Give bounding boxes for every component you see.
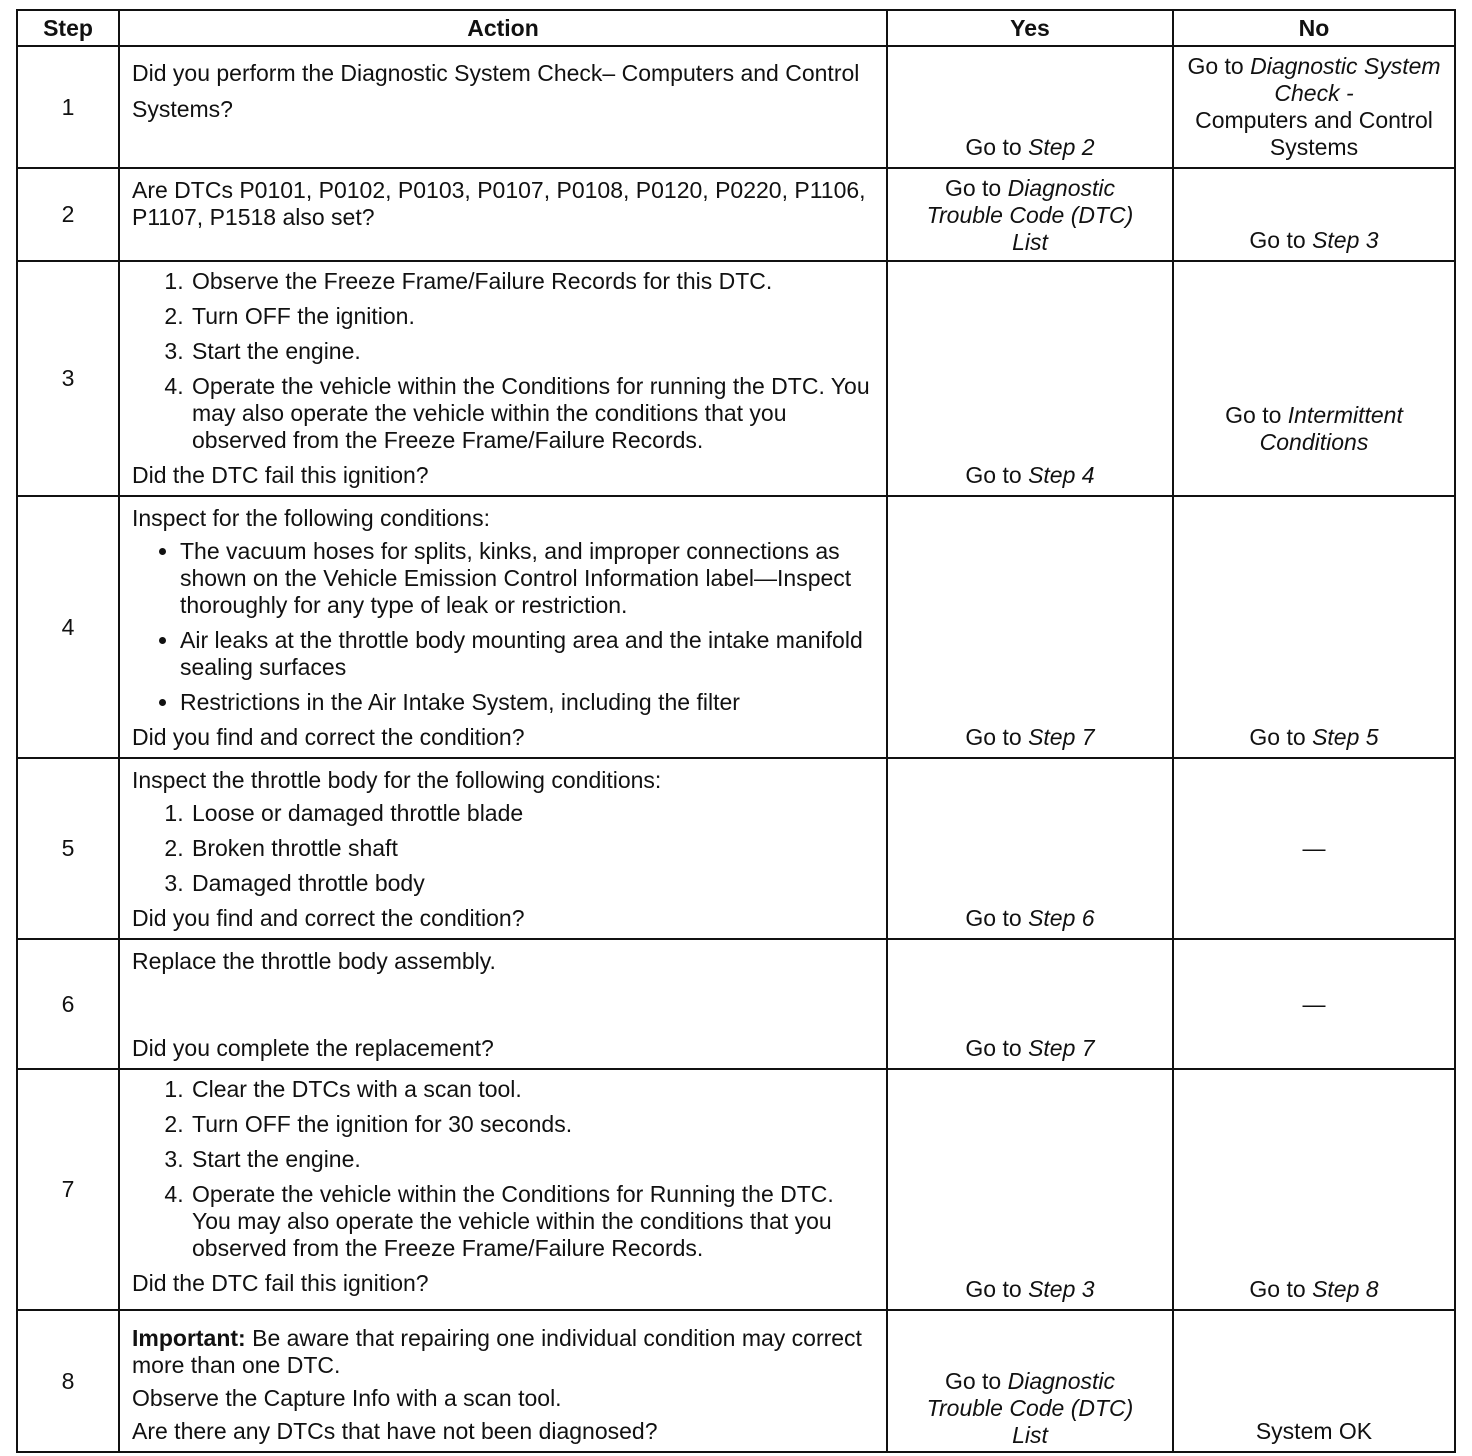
action-steps: [132, 1076, 876, 1262]
no-cell: [1173, 758, 1455, 939]
no-result[interactable]: Go to Step 8: [1249, 1276, 1379, 1302]
yes-result[interactable]: Go to Step 7: [965, 1035, 1095, 1061]
yes-result[interactable]: Go to Diagnostic Trouble Code (DTC) List: [926, 1368, 1134, 1448]
action-question: Did the DTC fail this ignition?: [132, 462, 429, 488]
condition-list: [132, 538, 876, 716]
yes-cell: [887, 46, 1173, 168]
action-intro: Inspect the throttle body for the following conditions:: [132, 767, 662, 793]
no-result[interactable]: Go to Step 5: [1249, 724, 1379, 750]
no-cell: [1173, 46, 1455, 168]
step-number: 1: [17, 46, 119, 168]
no-result[interactable]: Go to Intermittent Conditions: [1225, 402, 1403, 455]
list-item: • Restrictions in the Air Intake System, including the filter: [180, 689, 876, 716]
no-result[interactable]: Go to Diagnostic System Check - Computers and Control Systems: [1187, 53, 1441, 160]
important-label: Important:: [132, 1325, 246, 1351]
yes-cell: [887, 168, 1173, 261]
important-text: Be aware that repairing one individual condition may correct more than one DTC.: [132, 1325, 862, 1378]
no-cell: [1173, 939, 1455, 1069]
list-item: 2. Turn OFF the ignition for 30 seconds.: [190, 1111, 876, 1138]
list-item: 4. Operate the vehicle within the Conditions for running the DTC. You may also operate the vehicle within the conditions that you observed from the Freeze Frame/Failure Records.: [190, 373, 876, 454]
yes-cell: [887, 939, 1173, 1069]
action-cell: [119, 758, 887, 939]
table-row: [17, 168, 1455, 261]
action-cell: [119, 1310, 887, 1452]
no-result[interactable]: Go to Step 3: [1249, 227, 1379, 253]
action-steps: [132, 268, 876, 454]
action-question: Did you complete the replacement?: [132, 1035, 494, 1061]
diagnostic-table: [16, 9, 1456, 1453]
list-item: 2. Turn OFF the ignition.: [190, 303, 876, 330]
list-item: 1. Observe the Freeze Frame/Failure Records for this DTC.: [190, 268, 876, 295]
step-number: 6: [17, 939, 119, 1069]
no-result: —: [1302, 835, 1326, 861]
action-question: Did you find and correct the condition?: [132, 905, 525, 931]
list-item: 1. Clear the DTCs with a scan tool.: [190, 1076, 876, 1103]
no-cell: [1173, 1069, 1455, 1310]
yes-result[interactable]: Go to Step 2: [965, 134, 1095, 160]
yes-cell: [887, 1069, 1173, 1310]
yes-result[interactable]: Go to Step 6: [965, 905, 1095, 931]
action-intro: Observe the Capture Info with a scan tool.: [132, 1385, 562, 1411]
action-cell: [119, 46, 887, 168]
list-item: 1. Loose or damaged throttle blade: [190, 800, 876, 827]
header-no: No: [1173, 10, 1455, 46]
no-cell: [1173, 1310, 1455, 1452]
action-cell: [119, 1069, 887, 1310]
action-question: Are there any DTCs that have not been diagnosed?: [132, 1418, 658, 1444]
header-row: [17, 10, 1455, 46]
table-row: [17, 1310, 1455, 1452]
list-item: 3. Damaged throttle body: [190, 870, 876, 897]
action-intro: Replace the throttle body assembly.: [132, 948, 496, 974]
yes-cell: [887, 758, 1173, 939]
yes-result[interactable]: Go to Step 3: [965, 1276, 1095, 1302]
header-action: Action: [119, 10, 887, 46]
no-cell: [1173, 168, 1455, 261]
table-row: [17, 46, 1455, 168]
step-number: 8: [17, 1310, 119, 1452]
list-item: • Air leaks at the throttle body mounting area and the intake manifold sealing surfaces: [180, 627, 876, 681]
header-step: Step: [17, 10, 119, 46]
step-number: 2: [17, 168, 119, 261]
yes-cell: [887, 1310, 1173, 1452]
action-steps: [132, 800, 876, 897]
no-result: System OK: [1255, 1418, 1373, 1444]
important-note: [132, 1325, 876, 1379]
action-cell: [119, 496, 887, 758]
action-question: Are DTCs P0101, P0102, P0103, P0107, P0108, P0120, P0220, P1106, P1107, P1518 also set?: [132, 177, 866, 230]
list-item: 3. Start the engine.: [190, 338, 876, 365]
yes-result[interactable]: Go to Diagnostic Trouble Code (DTC) List: [926, 175, 1134, 255]
yes-result[interactable]: Go to Step 4: [965, 462, 1095, 488]
table-row: [17, 758, 1455, 939]
no-cell: [1173, 261, 1455, 496]
action-cell: [119, 261, 887, 496]
step-number: 7: [17, 1069, 119, 1310]
step-number: 5: [17, 758, 119, 939]
action-cell: [119, 168, 887, 261]
step-number: 4: [17, 496, 119, 758]
list-item: • The vacuum hoses for splits, kinks, and improper connections as shown on the Vehicle Emission Control Information label—Inspect thoroughly for any type of leak or restriction.: [180, 538, 876, 619]
no-cell: [1173, 496, 1455, 758]
table-row: [17, 261, 1455, 496]
yes-cell: [887, 496, 1173, 758]
no-result: —: [1302, 990, 1326, 1017]
header-yes: Yes: [887, 10, 1173, 46]
step-number: 3: [17, 261, 119, 496]
table-row: [17, 496, 1455, 758]
action-intro: Inspect for the following conditions:: [132, 505, 490, 531]
list-item: 4. Operate the vehicle within the Conditions for Running the DTC. You may also operate the vehicle within the conditions that you observed from the Freeze Frame/Failure Records.: [190, 1181, 876, 1262]
table-row: [17, 1069, 1455, 1310]
action-cell: [119, 939, 887, 1069]
yes-result[interactable]: Go to Step 7: [965, 724, 1095, 750]
action-question: Did you perform the Diagnostic System Check– Computers and Control Systems?: [132, 60, 860, 122]
list-item: 2. Broken throttle shaft: [190, 835, 876, 862]
table-row: [17, 939, 1455, 1069]
action-question: Did you find and correct the condition?: [132, 724, 525, 750]
yes-cell: [887, 261, 1173, 496]
action-question: Did the DTC fail this ignition?: [132, 1270, 429, 1296]
list-item: 3. Start the engine.: [190, 1146, 876, 1173]
